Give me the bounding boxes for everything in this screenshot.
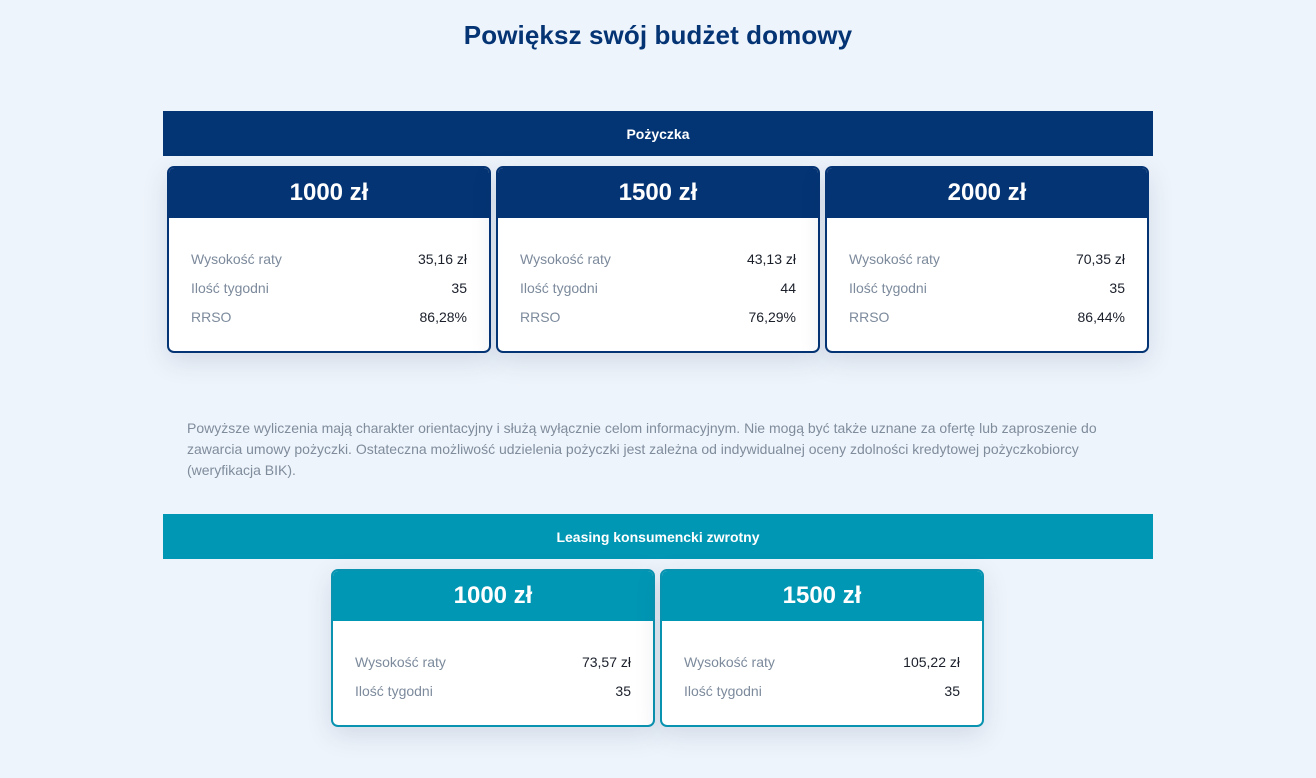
weeks-label: Ilość tygodni bbox=[684, 682, 762, 699]
installment-label: Wysokość raty bbox=[355, 653, 446, 670]
weeks-value: 44 bbox=[780, 279, 796, 296]
rrso-value: 76,29% bbox=[748, 308, 796, 325]
loan-card-2000[interactable] bbox=[825, 166, 1149, 353]
lease-card-amount: 1500 zł bbox=[662, 571, 982, 621]
loan-card-amount: 2000 zł bbox=[827, 168, 1147, 218]
loan-card-amount: 1500 zł bbox=[498, 168, 818, 218]
lease-section-header: Leasing konsumencki zwrotny bbox=[163, 514, 1153, 559]
weeks-label: Ilość tygodni bbox=[191, 279, 269, 296]
page-title: Powiększ swój budżet domowy bbox=[463, 20, 853, 50]
rrso-row bbox=[191, 302, 467, 331]
installment-row bbox=[520, 244, 796, 273]
weeks-value: 35 bbox=[1109, 279, 1125, 296]
disclaimer-text: Powyższe wyliczenia mają charakter orientacyjny i służą wyłącznie celom informacyjnym. Nie mogą być także uznane za ofertę lub zaproszenie do zawarcia umowy pożyczki. Ostateczna możliwość udzielenia pożyczki jest zależna od indywidualnej oceny zdolności kredytowej pożyczkobiorcy (weryfikacja BIK). bbox=[187, 420, 1097, 478]
installment-value: 43,13 zł bbox=[746, 250, 796, 267]
weeks-value: 35 bbox=[451, 279, 467, 296]
installment-value: 35,16 zł bbox=[417, 250, 467, 267]
loan-card-1500[interactable] bbox=[496, 166, 820, 353]
rrso-row bbox=[849, 302, 1125, 331]
installment-label: Wysokość raty bbox=[520, 250, 611, 267]
weeks-row bbox=[849, 273, 1125, 302]
weeks-row bbox=[191, 273, 467, 302]
weeks-row bbox=[520, 273, 796, 302]
installment-label: Wysokość raty bbox=[849, 250, 940, 267]
rrso-label: RRSO bbox=[849, 308, 890, 325]
loan-section-header: Pożyczka bbox=[163, 111, 1153, 156]
weeks-value: 35 bbox=[944, 682, 960, 699]
installment-row bbox=[191, 244, 467, 273]
rrso-value: 86,44% bbox=[1077, 308, 1125, 325]
installment-row bbox=[355, 647, 631, 676]
weeks-row bbox=[684, 676, 960, 705]
rrso-label: RRSO bbox=[191, 308, 232, 325]
lease-card-amount: 1000 zł bbox=[333, 571, 653, 621]
weeks-label: Ilość tygodni bbox=[355, 682, 433, 699]
lease-card-1000[interactable] bbox=[331, 569, 655, 727]
weeks-label: Ilość tygodni bbox=[520, 279, 598, 296]
weeks-value: 35 bbox=[615, 682, 631, 699]
weeks-row bbox=[355, 676, 631, 705]
lease-card-1500[interactable] bbox=[660, 569, 984, 727]
installment-value: 73,57 zł bbox=[581, 653, 631, 670]
weeks-label: Ilość tygodni bbox=[849, 279, 927, 296]
installment-row bbox=[849, 244, 1125, 273]
installment-label: Wysokość raty bbox=[684, 653, 775, 670]
installment-value: 70,35 zł bbox=[1075, 250, 1125, 267]
rrso-value: 86,28% bbox=[419, 308, 467, 325]
loan-card-1000[interactable] bbox=[167, 166, 491, 353]
rrso-row bbox=[520, 302, 796, 331]
installment-row bbox=[684, 647, 960, 676]
rrso-label: RRSO bbox=[520, 308, 561, 325]
installment-label: Wysokość raty bbox=[191, 250, 282, 267]
loan-card-amount: 1000 zł bbox=[169, 168, 489, 218]
installment-value: 105,22 zł bbox=[903, 653, 960, 670]
